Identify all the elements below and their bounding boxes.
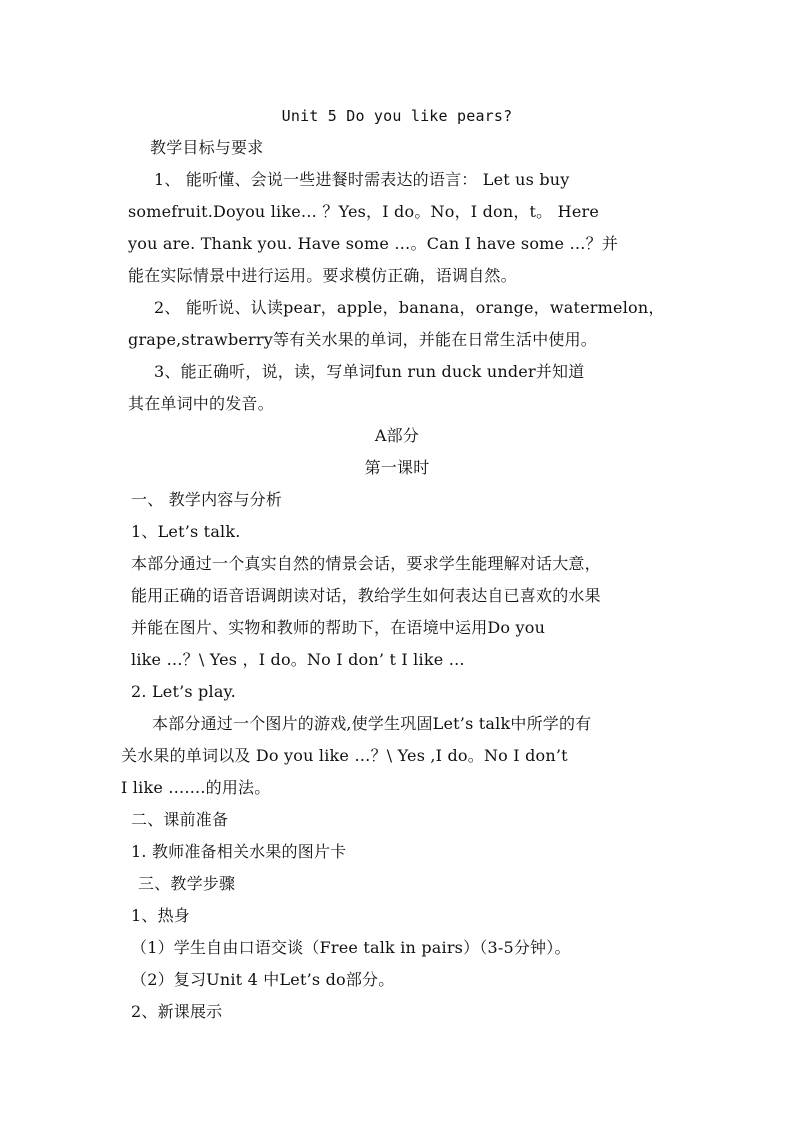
doc-title: Unit 5 Do you like pears?: [281, 107, 513, 125]
step-2-heading: 2、新课展示: [131, 1002, 223, 1021]
objective-2-line-2: grape,strawberry等有关水果的单词，并能在日常生活中使用。: [128, 330, 597, 349]
section-1-heading: 一、 教学内容与分析: [131, 490, 283, 509]
talk-paragraph-line-2: 能用正确的语音语调朗读对话，教给学生如何表达自已喜欢的水果: [131, 586, 601, 605]
objective-1-line-3: you are. Thank you. Have some …。Can I have some …？并: [128, 234, 619, 253]
play-paragraph-line-3: I like …....的用法。: [121, 778, 271, 797]
step-1b: （2）复习Unit 4 中Let’s do部分。: [131, 970, 395, 989]
play-paragraph-line-1: 本部分通过一个图片的游戏,使学生巩固Let’s talk中所学的有: [152, 714, 592, 733]
lesson-1-heading: 第一课时: [364, 458, 430, 477]
section-2-heading: 二、课前准备: [131, 810, 229, 829]
objective-1-line-4: 能在实际情景中进行运用。要求模仿正确，语调自然。: [128, 266, 517, 285]
section-3-heading: 三、教学步骤: [138, 874, 236, 893]
step-1a: （1）学生自由口语交谈（Free talk in pairs）（3-5分钟）。: [131, 938, 571, 957]
prep-item-1: 1. 教师准备相关水果的图片卡: [131, 842, 347, 861]
objective-1-line-1: 1、 能听懂、会说一些进餐时需表达的语言： Let us buy: [154, 170, 570, 189]
talk-paragraph-line-4: like …？\ Yes ，I do。No I don’ t I like …: [131, 650, 465, 669]
talk-paragraph-line-3: 并能在图片、实物和教师的帮助下，在语境中运用Do you: [131, 618, 546, 637]
step-1-heading: 1、热身: [131, 906, 190, 925]
objective-2-line-1: 2、 能听说、认读pear，apple，banana，orange，watermelon，: [154, 298, 665, 317]
lets-play-heading: 2. Let’s play.: [131, 682, 236, 701]
talk-paragraph-line-1: 本部分通过一个真实自然的情景会话，要求学生能理解对话大意，: [131, 554, 601, 573]
objective-3-line-2: 其在单词中的发音。: [128, 394, 274, 413]
objective-3-line-1: 3、能正确听，说，读，写单词fun run duck under并知道: [154, 362, 585, 381]
lets-talk-heading: 1、Let’s talk.: [131, 522, 241, 541]
objectives-heading: 教学目标与要求: [150, 138, 264, 157]
play-paragraph-line-2: 关水果的单词以及 Do you like …？\ Yes ,I do。No I don’t: [121, 746, 568, 765]
part-a-heading: A部分: [374, 426, 420, 445]
objective-1-line-2: somefruit.Doyou like… ？Yes，I do。No，I don，t。 Here: [128, 202, 600, 221]
